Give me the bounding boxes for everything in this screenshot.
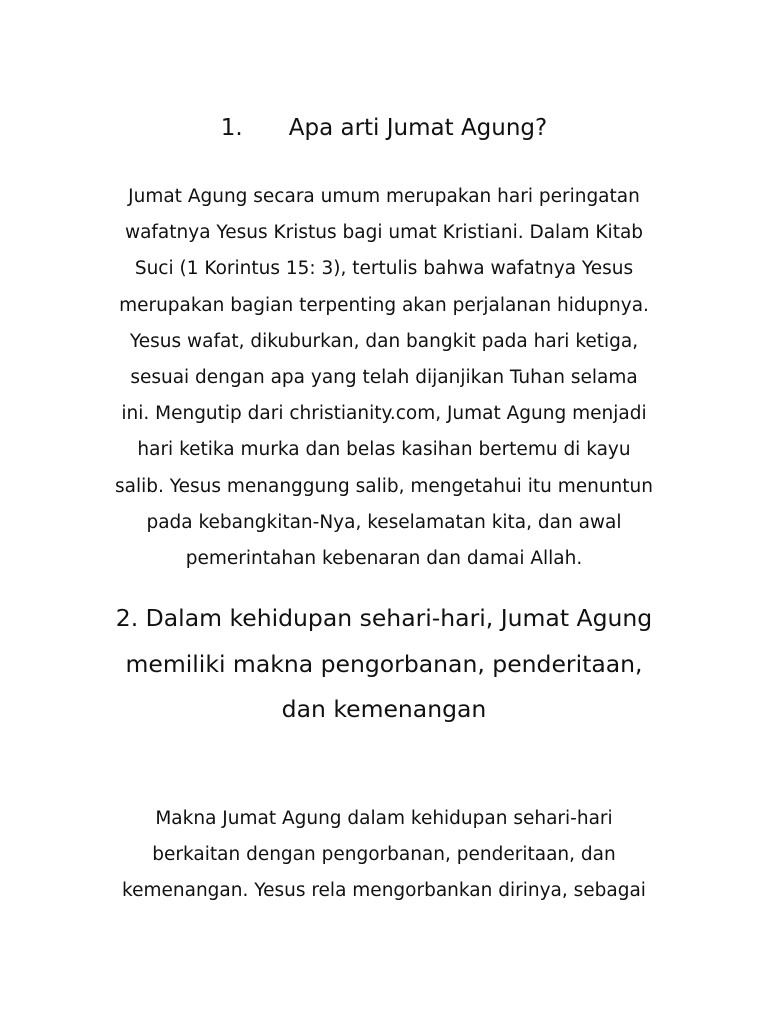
section-1-title: Apa arti Jumat Agung? bbox=[288, 115, 548, 141]
paragraph-line: salib. Yesus menanggung salib, mengetahui itu menuntun bbox=[115, 475, 653, 497]
paragraph-line: wafatnya Yesus Kristus bagi umat Kristiani. Dalam Kitab bbox=[124, 222, 644, 244]
paragraph-line: hari ketika murka dan belas kasihan bertemu di kayu bbox=[137, 439, 631, 461]
heading-line: dan kemenangan bbox=[281, 695, 487, 723]
paragraph-line: Yesus wafat, dikuburkan, dan bangkit pada hari ketiga, bbox=[129, 330, 639, 352]
heading-line: 2. Dalam kehidupan sehari-hari, Jumat Agung bbox=[115, 604, 653, 632]
paragraph-line: berkaitan dengan pengorbanan, penderitaan, dan bbox=[152, 844, 616, 866]
paragraph-line: sesuai dengan apa yang telah dijanjikan Tuhan selama bbox=[130, 367, 638, 389]
paragraph-line: ini. Mengutip dari christianity.com, Jumat Agung menjadi bbox=[121, 403, 647, 425]
heading-line: memiliki makna pengorbanan, penderitaan, bbox=[125, 649, 643, 678]
paragraph-line: Suci (1 Korintus 15: 3), tertulis bahwa wafatnya Yesus bbox=[134, 258, 634, 280]
section-2-paragraph bbox=[0, 801, 768, 910]
paragraph-line: pada kebangkitan-Nya, keselamatan kita, dan awal bbox=[146, 511, 622, 533]
paragraph-line: Makna Jumat Agung dalam kehidupan sehari-hari bbox=[155, 808, 613, 829]
section-1-number: 1. bbox=[220, 115, 243, 141]
section-1-paragraph bbox=[0, 179, 768, 577]
section-1-heading bbox=[0, 110, 768, 146]
paragraph-line: kemenangan. Yesus rela mengorbankan dirinya, sebagai bbox=[122, 880, 646, 902]
paragraph-line: Jumat Agung secara umum merupakan hari peringatan bbox=[128, 186, 640, 207]
paragraph-line: merupakan bagian terpenting akan perjalanan hidupnya. bbox=[119, 294, 649, 316]
paragraph-line: pemerintahan kebenaran dan damai Allah. bbox=[185, 548, 583, 570]
section-2-heading bbox=[0, 596, 768, 733]
